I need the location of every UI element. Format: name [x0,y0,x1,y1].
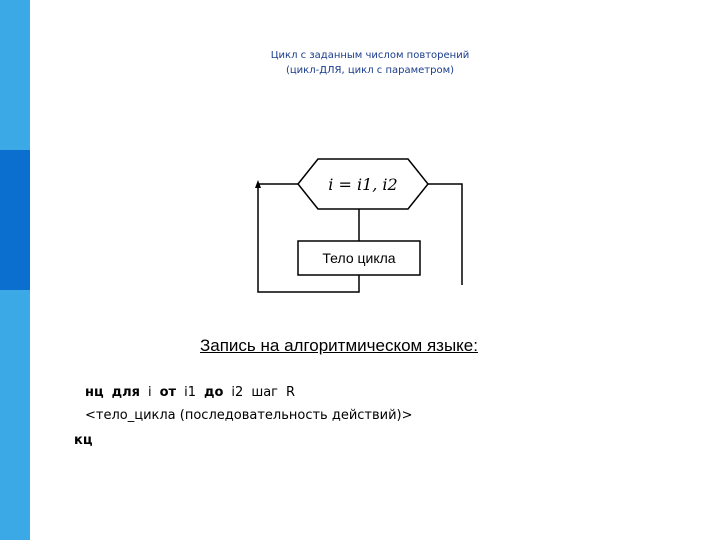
keyword-for: для [111,385,140,400]
algorithm-heading: Запись на алгоритмическом языке: [200,336,478,355]
keyword-to: до [203,385,224,400]
loop-variable: i [148,385,152,400]
loop-step: R [286,385,296,400]
loop-exit-line [428,184,462,285]
code-line-header [85,385,295,400]
page-subtitle: (цикл-ДЛЯ, цикл с параметром) [285,65,455,76]
loop-header-label: i = i1, i2 [328,175,398,194]
keyword-from: от [159,385,177,400]
loop-start: i1 [184,385,196,400]
code-line-end: кц [74,433,93,448]
keyword-nc: нц [85,385,104,400]
keyword-step: шаг [251,385,279,400]
code-line-body: <тело_цикла (последовательность действий)> [85,408,413,423]
page-title: Цикл с заданным числом повторений [270,50,470,61]
loop-end: i2 [231,385,244,400]
loop-body-label: Тело цикла [322,250,396,266]
